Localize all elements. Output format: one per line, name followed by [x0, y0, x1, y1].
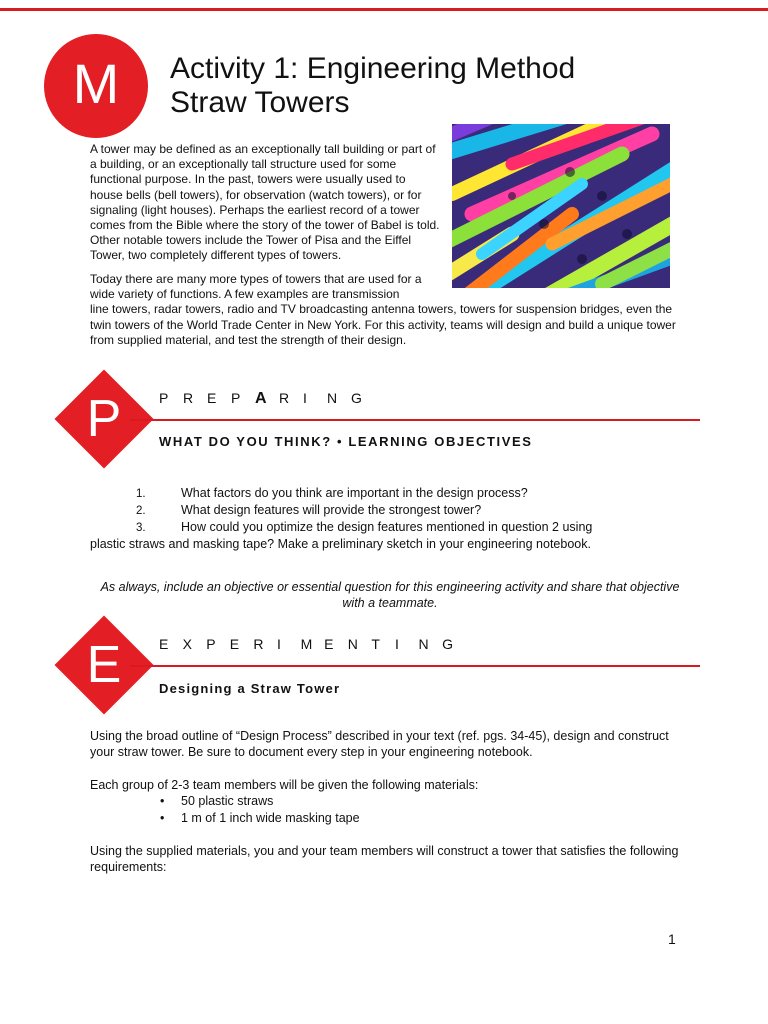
intro-paragraph-1: A tower may be defined as an exceptionally tall building or part of a building, or an exceptionally tall structure used for some functional purpose. In the past, towers were usually used to house bells (bell towers), for observation (watch towers), or for signaling (light houses). Perhaps the earliest record of a tower comes from the Bible where the story of the tower of Babel is told. Other notable towers include the Tower of Pisa and the Eiffel Tower, two completely different types of towers.	[90, 142, 440, 263]
intro-paragraph-2-line-1: Today there are many more types of towers that are used for a	[90, 272, 422, 286]
experimenting-badge-letter: E	[86, 636, 122, 694]
page-title	[170, 52, 730, 120]
heading-letter: R	[253, 636, 264, 652]
list-item	[160, 810, 360, 827]
heading-letter: I	[303, 390, 307, 406]
item-text: What design features will provide the strongest tower?	[181, 503, 482, 517]
intro-paragraph-2	[90, 272, 690, 348]
heading-letter: I	[394, 636, 399, 652]
colored-straws-photo	[452, 124, 670, 288]
heading-letter: R	[183, 390, 194, 406]
heading-letter: P	[159, 390, 169, 406]
heading-letter: T	[371, 636, 380, 652]
experimenting-subheading: Designing a Straw Tower	[159, 681, 341, 696]
objective-note: As always, include an objective or essential question for this engineering activity and share that objective with a teammate.	[100, 580, 680, 610]
list-item	[90, 519, 656, 552]
heading-letter: E	[207, 390, 217, 406]
heading-letter: E	[324, 636, 334, 652]
item-number: 3.	[136, 522, 146, 534]
top-red-rule	[0, 8, 768, 11]
item-text: 50 plastic straws	[181, 794, 274, 808]
heading-letter: P	[206, 636, 216, 652]
activity-badge-letter: M	[72, 52, 120, 115]
heading-letter: E	[229, 636, 240, 652]
preparing-badge-letter: P	[86, 390, 122, 448]
requirements-intro: Using the supplied materials, you and your team members will construct a tower that satisfies the following requirements:	[90, 844, 679, 874]
title-line-2: Straw Towers	[170, 86, 350, 119]
heading-letter: R	[279, 390, 290, 406]
heading-letter: E	[159, 636, 169, 652]
bullet-icon: •	[160, 794, 165, 808]
item-number: 1.	[136, 488, 146, 500]
title-line-1: Activity 1: Engineering Method	[170, 52, 576, 85]
heading-letter: N	[347, 636, 358, 652]
item-text: How could you optimize the design features mentioned in question 2 using	[181, 520, 593, 534]
bullet-icon: •	[160, 811, 165, 825]
preparing-rule	[130, 419, 700, 421]
intro-paragraph-2-rest: line towers, radar towers, radio and TV broadcasting antenna towers, towers for suspension bridges, even the twin towers of the World Trade Center in New York. For this activity, teams will design and build a unique tower from supplied material, and test the strength of their design.	[90, 302, 676, 347]
design-process-paragraph: Using the broad outline of “Design Process” described in your text (ref. pgs. 34-45), design and construct your straw tower. Be sure to document every step in your engineering notebook.	[90, 729, 669, 759]
heading-letter: N	[327, 390, 338, 406]
item-text-continued: plastic straws and masking tape? Make a preliminary sketch in your engineering notebook.	[90, 537, 591, 551]
experimenting-spaced-heading	[159, 636, 466, 652]
heading-letter-emphasized: A	[255, 390, 267, 407]
experimenting-rule	[130, 665, 700, 667]
heading-letter: G	[442, 636, 454, 652]
preparing-subheading: WHAT DO YOU THINK? • LEARNING OBJECTIVES	[159, 434, 533, 449]
item-number: 2.	[136, 505, 146, 517]
preparing-spaced-heading	[159, 390, 375, 408]
page-number: 1	[668, 931, 676, 947]
list-item	[136, 502, 656, 519]
item-text: What factors do you think are important in the design process?	[181, 486, 528, 500]
list-item	[136, 485, 656, 502]
item-text: 1 m of 1 inch wide masking tape	[181, 811, 360, 825]
heading-letter: X	[182, 636, 192, 652]
materials-intro: Each group of 2-3 team members will be given the following materials:	[90, 778, 479, 792]
heading-letter: M	[300, 636, 313, 652]
heading-letter: P	[231, 390, 241, 406]
objectives-list	[90, 485, 656, 552]
intro-paragraph-2-line-2: wide variety of functions. A few examples are transmission	[90, 287, 400, 302]
materials-list	[160, 793, 360, 827]
heading-letter: N	[418, 636, 429, 652]
heading-letter: I	[276, 636, 281, 652]
heading-letter: G	[351, 390, 362, 406]
activity-badge-circle	[44, 34, 148, 138]
list-item	[160, 793, 360, 810]
